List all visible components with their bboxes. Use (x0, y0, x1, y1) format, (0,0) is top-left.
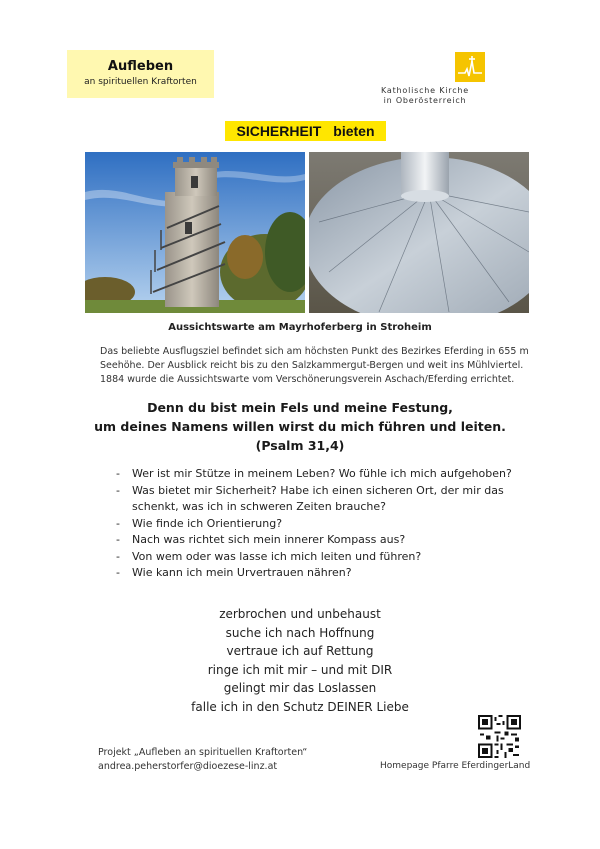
poem-line: ringe ich mit mir – und mit DIR (207, 662, 393, 677)
title-word-1: SICHERHEIT (236, 123, 322, 139)
aufleben-subtitle: an spirituellen Kraftorten (84, 77, 197, 87)
aufleben-title: Aufleben (107, 59, 174, 74)
church-logo-icon (455, 52, 485, 82)
contact-email[interactable]: andrea.peherstorfer@dioezese-linz.at (98, 761, 278, 772)
bible-quote (0, 398, 600, 455)
question-item: - Nach was richtet sich mein innerer Kompass aus? (110, 532, 530, 549)
compass-photo (309, 152, 529, 313)
title-word-2: bieten (333, 123, 375, 139)
church-line-2: in Oberösterreich (383, 96, 467, 105)
poem-line: zerbrochen und unbehaust (219, 607, 381, 621)
homepage-label: Homepage Pfarre EferdingerLand (380, 761, 531, 771)
page-title (225, 121, 386, 141)
question-item: - Wer ist mir Stütze in meinem Leben? Wo fühle ich mich aufgehoben? (110, 466, 530, 483)
qr-code-icon[interactable] (478, 715, 521, 758)
poem-line: vertraue ich auf Rettung (226, 644, 374, 658)
quote-reference: (Psalm 31,4) (255, 438, 345, 453)
tower-photo (85, 152, 305, 313)
quote-line: Denn du bist mein Fels und meine Festung, (147, 400, 453, 415)
footer-contact (98, 746, 307, 774)
question-item: - Was bietet mir Sicherheit? Habe ich einen sicheren Ort, der mir das schenkt, was ich in schweren Zeiten brauche? (110, 483, 530, 516)
location-description (100, 345, 529, 387)
description-line: Das beliebte Ausflugsziel befindet sich am höchsten Punkt des Bezirkes Eferding in 655 m (100, 346, 529, 357)
question-item: - Von wem oder was lasse ich mich leiten und führen? (110, 549, 530, 566)
description-line: 1884 wurde die Aussichtswarte vom Verschönerungsverein Aschach/Eferding errichtet. (100, 374, 515, 385)
question-item: - Wie kann ich mein Urvertrauen nähren? (110, 565, 530, 582)
poem (0, 605, 600, 716)
description-line: Seehöhe. Der Ausblick reicht bis zu den Salzkammergut-Bergen und weit ins Mühlviertel. (100, 360, 524, 371)
aufleben-box (67, 50, 214, 98)
poem-line: gelingt mir das Loslassen (223, 681, 377, 695)
poem-line: falle ich in den Schutz DEINER Liebe (191, 699, 409, 714)
project-name: Projekt „Aufleben an spirituellen Kraftorten“ (98, 747, 308, 758)
poem-line: suche ich nach Hoffnung (225, 625, 375, 640)
church-name (355, 86, 495, 106)
church-line-1: Katholische Kirche (380, 86, 470, 95)
question-item: - Wie finde ich Orientierung? (110, 516, 530, 533)
photo-caption: Aussichtswarte am Mayrhoferberg in Stroheim (168, 322, 432, 333)
quote-line: um deines Namens willen wirst du mich führen und leiten. (94, 419, 506, 434)
reflection-questions (110, 466, 530, 582)
